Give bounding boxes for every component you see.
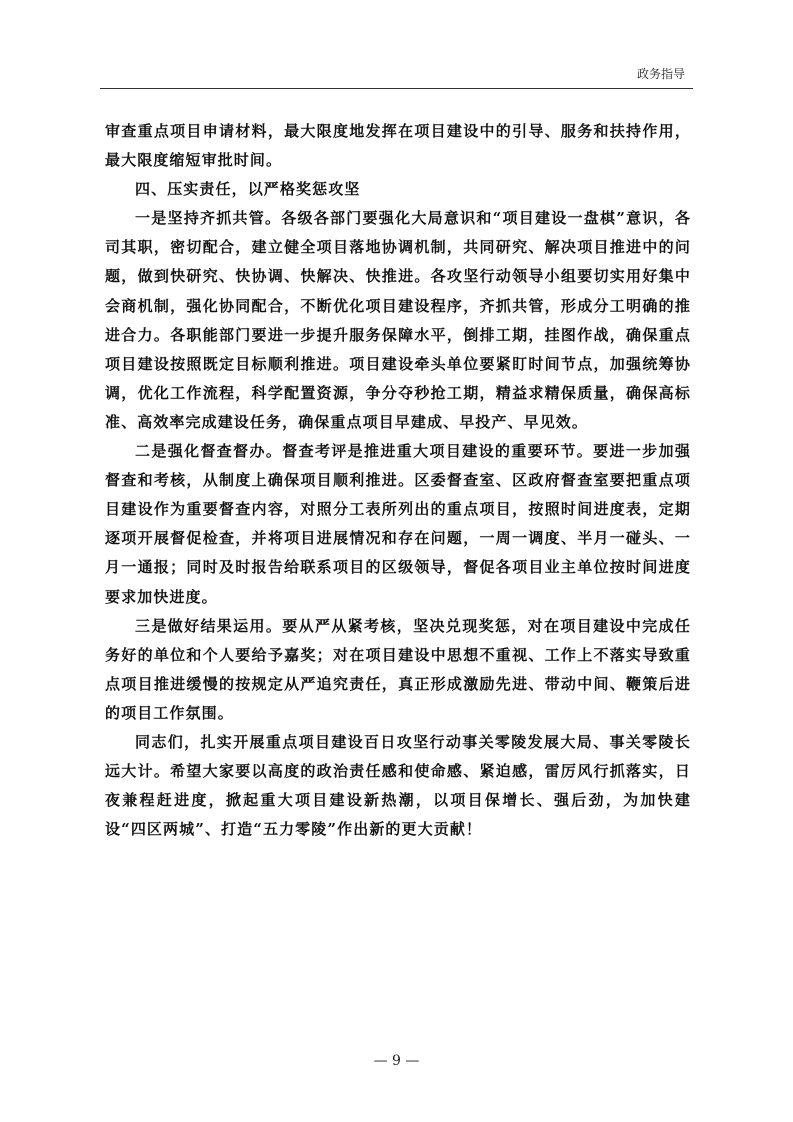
paragraph-coordination: 一是坚持齐抓共管。各级各部门要强化大局意识和“项目建设一盘棋”意识，各司其职，密切配合，建立健全项目落地协调机制，共同研究、解决项目推进中的问题，做到快研究、快协调、快解决、快推进。各攻坚行动领导小组要切实用好集中会商机制，强化协同配合，不断优化项目建设程序，齐抓共管，形成分工明确的推进合力。各职能部门要进一步提升服务保障水平，倒排工期，挂图作战，确保重点项目建设按照既定目标顺利推进。项目建设牵头单位要紧盯时间节点，加强统筹协调，优化工作流程，科学配置资源，争分夺秒抢工期，精益求精保质量，确保高标准、高效率完成建设任务，确保重点项目早建成、早投产、早见效。 (105, 209, 691, 431)
paragraph-supervision: 二是强化督查督办。督查考评是推进重大项目建设的重要环节。要进一步加强督查和考核，从制度上确保项目顺利推进。区委督查室、区政府督查室要把重点项目建设作为重要督查内容，对照分工表所列出的重点项目，按照时间进度表，定期逐项开展督促检查，并将项目进展情况和存在问题，一周一调度、半月一碰头、一月一通报；同时及时报告给联系项目的区级领导，督促各项目业主单位按时间进度要求加快进度。 (105, 442, 691, 606)
section-heading: 四、压实责任，以严格奖惩攻坚 (135, 180, 361, 199)
document-body (105, 117, 691, 844)
header-title: 政务指导 (636, 67, 685, 81)
paragraph-results: 三是做好结果运用。要从严从紧考核，坚决兑现奖惩，对在项目建设中完成任务好的单位和个人要给予嘉奖；对在项目建设中思想不重视、工作上不落实导致重点项目推进缓慢的按规定从严追究责任，真正形成激励先进、带动中间、鞭策后进的项目工作氛围。 (105, 616, 691, 722)
page-number: — 9 — (373, 1053, 420, 1069)
paragraph-continuation: 审查重点项目申请材料，最大限度地发挥在项目建设中的引导、服务和扶持作用，最大限度缩短审批时间。 (105, 122, 691, 170)
paragraph-closing: 同志们，扎实开展重点项目建设百日攻坚行动事关零陵发展大局、事关零陵长远大计。希望大家要以高度的政治责任感和使命感、紧迫感，雷厉风行抓落实，日夜兼程赶进度，掀起重大项目建设新热潮，以项目保增长、强后劲，为加快建设“四区两城”、打造“五力零陵”作出新的更大贡献！ (105, 732, 691, 839)
header-divider (100, 88, 693, 89)
